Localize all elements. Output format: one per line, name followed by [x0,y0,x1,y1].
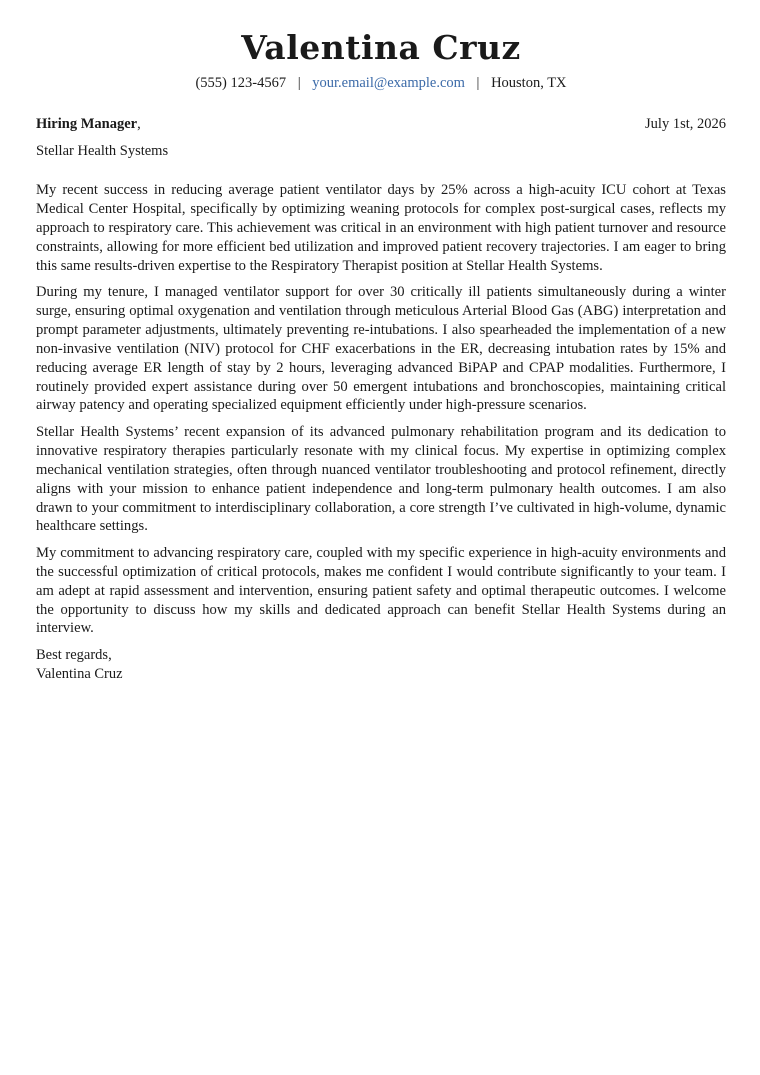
location: Houston, TX [491,75,567,91]
phone-number: (555) 123-4567 [195,75,287,91]
recipient-company: Stellar Health Systems [36,143,169,159]
recipient-row [36,115,726,133]
contact-separator: | [297,75,301,91]
body-paragraph: During my tenure, I managed ventilator support for over 30 critically ill patients simultaneously during a winter surge, ensuring optimal oxygenation and ventilation through meticulous Arterial Blood Gas (ABG) interpretation and prompt parameter adjustments, ultimately preventing re-intubations. I also spearheaded the implementation of a new non-invasive ventilation (NIV) protocol for CHF exacerbations in the ER, decreasing intubation rates by 15% and reducing average ER length of stay by 2 hours, leveraging advanced BiPAP and CPAP modalities. Furthermore, I routinely provided expert assistance during over 50 emergent intubations and bronchoscopies, maintaining critical airway patency and operating specialized equipment efficiently under high-pressure scenarios. [36,284,726,414]
body-paragraph: Stellar Health Systems’ recent expansion of its advanced pulmonary rehabilitation program and its dedication to innovative respiratory therapies particularly resonate with my clinical focus. My expertise in optimizing complex mechanical ventilation strategies, often through nuanced ventilator troubleshooting and protocol refinement, directly aligns with your mission to enhance patient independence and long-term pulmonary health outcomes. I am also drawn to your commitment to interdisciplinary collaboration, a core strength I’ve cultivated in high-volume, dynamic healthcare settings. [36,423,726,535]
letter-closing [36,646,726,684]
recipient-title: Hiring Manager [36,116,138,132]
closing-salutation: Best regards, [36,646,112,663]
contact-line [36,74,726,92]
cover-letter-page [36,28,726,684]
applicant-name: Valentina Cruz [241,28,521,67]
closing-signature: Valentina Cruz [36,665,123,682]
contact-separator: | [476,75,480,91]
recipient-title-comma: , [137,116,141,132]
email-link[interactable]: your.email@example.com [312,75,465,91]
letter-date: July 1st, 2026 [645,116,726,132]
recipient-title-wrap [36,115,141,133]
letter-body [36,181,726,638]
body-paragraph: My recent success in reducing average patient ventilator days by 25% across a high-acuity ICU cohort at Texas Medical Center Hospital, specifically by optimizing weaning protocols for complex post-surgical cases, reflects my approach to respiratory care. This achievement was critical in an environment with high patient turnover and resource constraints, allowing for more efficient bed utilization and improved patient recovery trajectories. I am eager to bring this same results-driven expertise to the Respiratory Therapist position at Stellar Health Systems. [36,182,726,274]
body-paragraph: My commitment to advancing respiratory care, coupled with my specific experience in high-acuity environments and the successful optimization of critical protocols, makes me confident I would contribute significantly to your team. I am adept at rapid assessment and intervention, ensuring patient safety and optimal therapeutic outcomes. I welcome the opportunity to discuss how my skills and dedicated approach can benefit Stellar Health Systems during an interview. [36,544,726,637]
